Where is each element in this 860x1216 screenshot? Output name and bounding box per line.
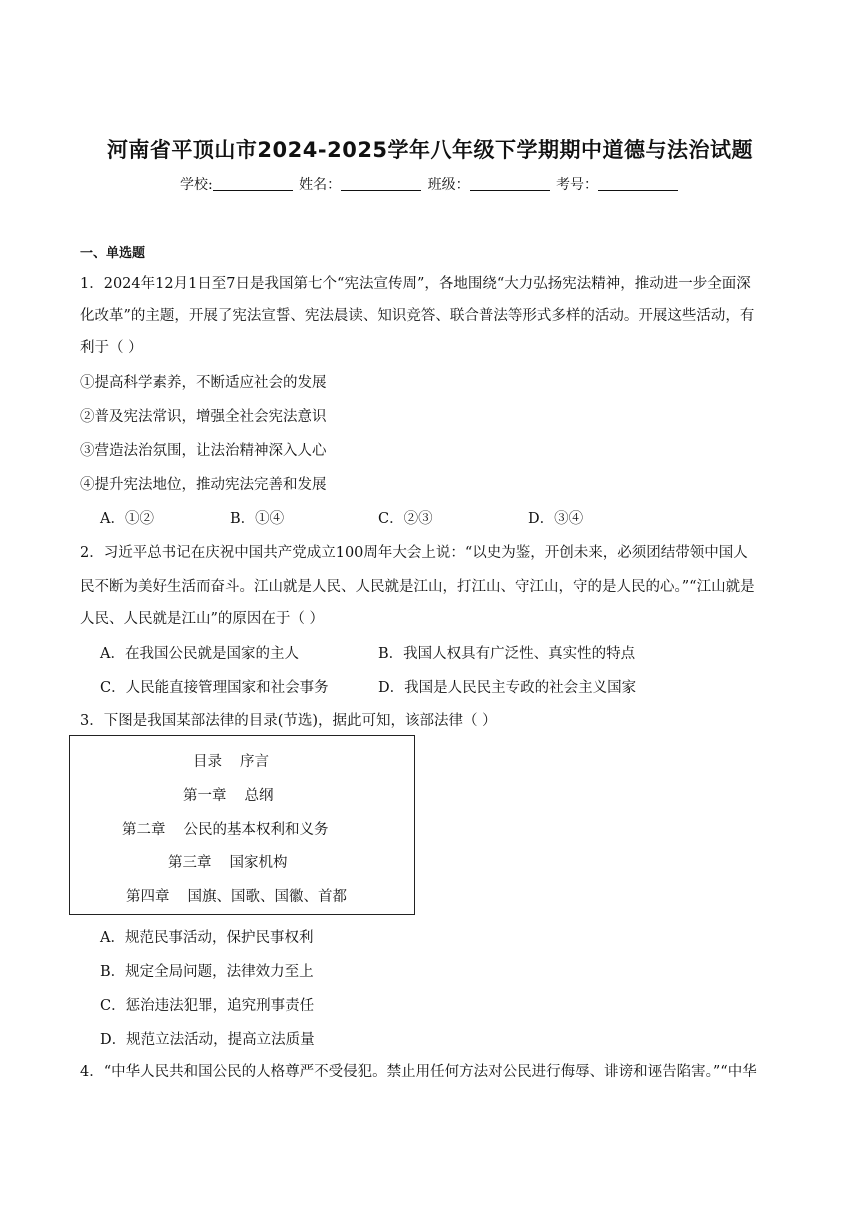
- exam-no-label: 考号：: [556, 177, 599, 193]
- toc-entry-label: 第三章: [168, 855, 212, 871]
- toc-entry-title: 国家机构: [229, 855, 288, 871]
- toc-entry: [126, 885, 347, 906]
- toc-entry-label: 第四章: [126, 889, 170, 905]
- toc-entry: [122, 818, 329, 839]
- school-blank[interactable]: [213, 176, 293, 191]
- q1-statement: ②普及宪法常识，增强全社会宪法意识: [80, 409, 327, 425]
- q3-option-b[interactable]: B．规定全局问题，法律效力至上: [100, 964, 314, 980]
- q1-stem-line: 化改革”的主题，开展了宪法宣誓、宪法晨读、知识竞答、联合普法等形式多样的活动。开展这些活动，有: [80, 308, 755, 324]
- toc-entry-label: 第一章: [183, 788, 227, 804]
- q2-option-b[interactable]: B．我国人权具有广泛性、真实性的特点: [378, 646, 636, 662]
- exam-no-blank[interactable]: [598, 176, 678, 191]
- q2-option-d[interactable]: D．我国是人民民主专政的社会主义国家: [378, 680, 637, 696]
- toc-entry-title: 公民的基本权利和义务: [183, 822, 329, 838]
- student-info-row: [0, 174, 860, 194]
- toc-entry: [193, 750, 269, 771]
- section-title: 一、单选题: [80, 246, 146, 261]
- q4-stem-line: 4．“中华人民共和国公民的人格尊严不受侵犯。禁止用任何方法对公民进行侮辱、诽谤和诬告陷害。”“中华: [80, 1064, 757, 1080]
- q2-stem-line: 民不断为美好生活而奋斗。江山就是人民、人民就是江山，打江山、守江山，守的是人民的心。”“江山就是: [80, 579, 755, 595]
- q3-stem: 3．下图是我国某部法律的目录(节选)，据此可知，该部法律（ ）: [80, 713, 497, 729]
- q3-option-a[interactable]: A．规范民事活动，保护民事权利: [100, 930, 314, 946]
- q1-option-c[interactable]: C．②③: [378, 511, 433, 527]
- q1-option-b[interactable]: B．①④: [230, 511, 285, 527]
- q1-option-d[interactable]: D．③④: [528, 511, 584, 527]
- q2-option-a[interactable]: A．在我国公民就是国家的主人: [100, 646, 299, 662]
- page-title: 河南省平顶山市2024-2025学年八年级下学期期中道德与法治试题: [106, 138, 754, 162]
- q1-stem-line: 利于（ ）: [80, 340, 143, 356]
- class-label: 班级：: [427, 177, 470, 193]
- name-blank[interactable]: [341, 176, 421, 191]
- q2-option-c[interactable]: C．人民能直接管理国家和社会事务: [100, 680, 329, 696]
- q3-option-c[interactable]: C．惩治违法犯罪，追究刑事责任: [100, 998, 315, 1014]
- toc-entry: [168, 851, 288, 872]
- q3-option-d[interactable]: D．规范立法活动，提高立法质量: [100, 1032, 315, 1048]
- q1-statement: ③营造法治氛围，让法治精神深入人心: [80, 443, 327, 459]
- class-blank[interactable]: [470, 176, 550, 191]
- school-label: 学校:: [179, 177, 213, 193]
- q2-stem-line: 2．习近平总书记在庆祝中国共产党成立100周年大会上说：“以史为鉴，开创未来，必须团结带领中国人: [80, 545, 748, 561]
- q2-stem-line: 人民、人民就是江山”的原因在于（ ）: [80, 611, 325, 627]
- toc-entry-title: 序言: [240, 754, 269, 770]
- name-label: 姓名：: [299, 177, 342, 193]
- toc-entry-label: 第二章: [122, 822, 166, 838]
- q1-stem-line: 1．2024年12月1日至7日是我国第七个“宪法宣传周”，各地围绕“大力弘扬宪法精神，推动进一步全面深: [80, 276, 751, 292]
- q1-option-a[interactable]: A．①②: [100, 511, 154, 527]
- q1-statement: ④提升宪法地位，推动宪法完善和发展: [80, 477, 327, 493]
- toc-entry-label: 目录: [193, 754, 222, 770]
- toc-entry: [183, 784, 274, 805]
- toc-entry-title: 国旗、国歌、国徽、首都: [187, 889, 347, 905]
- q1-statement: ①提高科学素养，不断适应社会的发展: [80, 375, 327, 391]
- toc-entry-title: 总纲: [244, 788, 274, 804]
